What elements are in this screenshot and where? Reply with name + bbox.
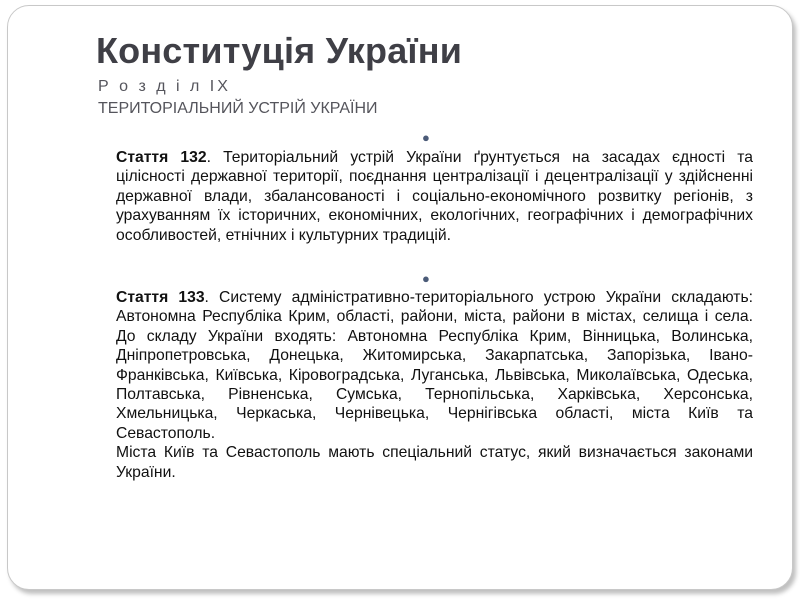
article-paragraph [116, 288, 753, 327]
article-paragraph: До складу України входять: Автономна Республіка Крим, Вінницька, Волинська, Дніпропетровська, Донецька, Житомирська, Закарпатська, Запорізька, Івано-Франківська, Київська, Кіровоградська, Луганська, Львівська, Миколаївська, Одеська, Полтавська, Рівненська, Сумська, Тернопільська, Харківська, Херсонська, Хмельницька, Черкаська, Чернівецька, Чернігівська області, міста Київ та Севастополь. [116, 327, 753, 442]
section-subtitle: ТЕРИТОРІАЛЬНИЙ УСТРІЙ УКРАЇНИ [98, 100, 378, 117]
article-text: . Територіальний устрій України ґрунтується на засадах єдності та цілісності державної території, поєднання централізації і децентралізації у здійсненні державної влади, збалансованості і соціально-економічного розвитку регіонів, з урахуванням їх історичних, економічних, екологічних, географічних і демографічних особливостей, етнічних і культурних традицій. [116, 149, 753, 244]
bullet-dot-icon: ● [422, 130, 430, 145]
article-133 [116, 288, 753, 482]
article-132 [116, 148, 753, 245]
bullet-dot-icon: ● [422, 271, 430, 286]
section-heading: Р о з д і л IX [98, 78, 231, 95]
article-paragraph: Міста Київ та Севастополь мають спеціальний статус, який визначається законами України. [116, 444, 753, 481]
article-text: . Систему адміністративно-територіального устрою України складають: Автономна Республіка Крим, області, райони, міста, райони в містах, селища і села. [116, 289, 753, 326]
article-paragraph [116, 148, 753, 245]
article-label: Стаття 132 [116, 149, 207, 166]
slide-title: Конституція України [96, 30, 463, 71]
article-label: Стаття 133 [116, 289, 205, 306]
